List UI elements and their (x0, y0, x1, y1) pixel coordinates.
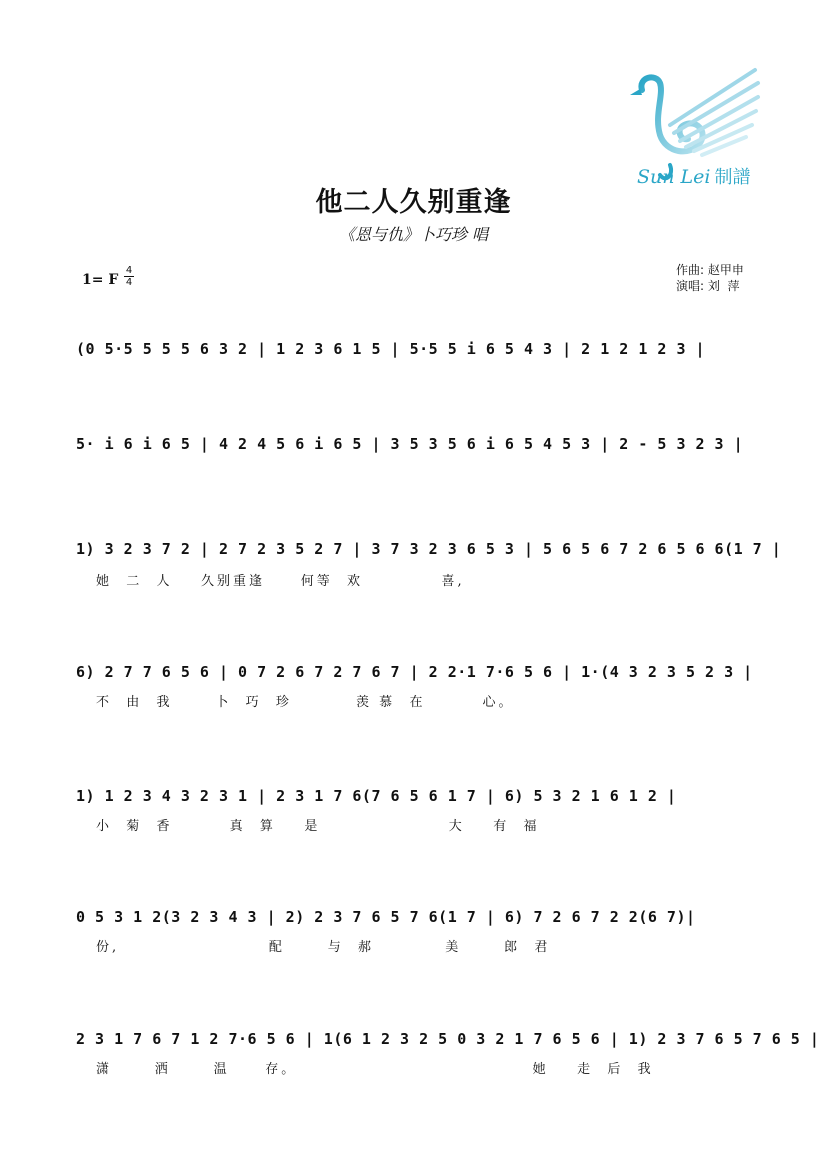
staff-notes: 5· i 6 i 6 5 | 4 2 4 5 6 i 6 5 | 3 5 3 5 6 i 6 5 4 5 3 | 2 - 5 3 2 3 | (76, 435, 744, 453)
staff-5 (0, 787, 827, 877)
staff-1 (0, 340, 827, 430)
staff-lyrics: 潇 洒 温 存。 她 走 后 我 (96, 1062, 654, 1077)
song-title: 他二人久别重逢 (315, 187, 512, 218)
time-signature (124, 265, 134, 288)
song-subtitle: 《恩与仇》卜巧珍 唱 (338, 225, 489, 244)
staff-2 (0, 435, 827, 525)
staff-4 (0, 663, 827, 753)
performer-credit: 演唱: 刘 萍 (676, 279, 740, 293)
staff-notes: 6) 2 7 7 6 5 6 | 0 7 2 6 7 2 7 6 7 | 2 2·1 7·6 5 6 | 1·(4 3 2 3 5 2 3 | (76, 663, 753, 681)
meter-bottom: 4 (125, 277, 133, 288)
logo-latin: Sun Lei (637, 166, 711, 188)
staff-notes: 1) 1 2 3 4 3 2 3 1 | 2 3 1 7 6(7 6 5 6 1 7 | 6) 5 3 2 1 6 1 2 | (76, 787, 677, 805)
credits (676, 262, 744, 294)
staff-lyrics: 小 菊 香 真 算 是 大 有 福 (96, 819, 540, 834)
staff-lyrics: 不 由 我 卜 巧 珍 羡 慕 在 心。 (96, 695, 515, 710)
logo-cn: 制譜 (714, 167, 751, 188)
composer-credit: 作曲: 赵甲申 (676, 263, 744, 277)
staff-3 (0, 540, 827, 630)
staff-6 (0, 908, 827, 998)
staff-lyrics: 她 二 人 久别重逢 何等 欢 喜, (96, 574, 465, 589)
staff-lyrics: 份, 配 与 郝 美 郎 君 (96, 940, 551, 955)
staff-lyrics (96, 469, 766, 489)
staff-notes: 2 3 1 7 6 7 1 2 7·6 5 6 | 1(6 1 2 3 2 5 0 3 2 1 7 6 5 6 | 1) 2 3 7 6 5 7 6 5 | (76, 1030, 820, 1048)
staff-7 (0, 1030, 827, 1120)
staff-notes: 1) 3 2 3 7 2 | 2 7 2 3 5 2 7 | 3 7 3 2 3 6 5 3 | 5 6 5 6 7 2 6 5 6 6(1 7 | (76, 540, 782, 558)
staff-notes: (0 5·5 5 5 5 6 3 2 | 1 2 3 6 1 5 | 5·5 5 i 6 5 4 3 | 2 1 2 1 2 3 | (76, 340, 706, 358)
staff-lyrics (96, 374, 766, 394)
meter-top: 4 (125, 265, 133, 276)
staff-notes: 0 5 3 1 2(3 2 3 4 3 | 2) 2 3 7 6 5 7 6(1 7 | 6) 7 2 6 7 2 2(6 7)| (76, 908, 696, 926)
key-signature: 1= F (82, 272, 119, 288)
